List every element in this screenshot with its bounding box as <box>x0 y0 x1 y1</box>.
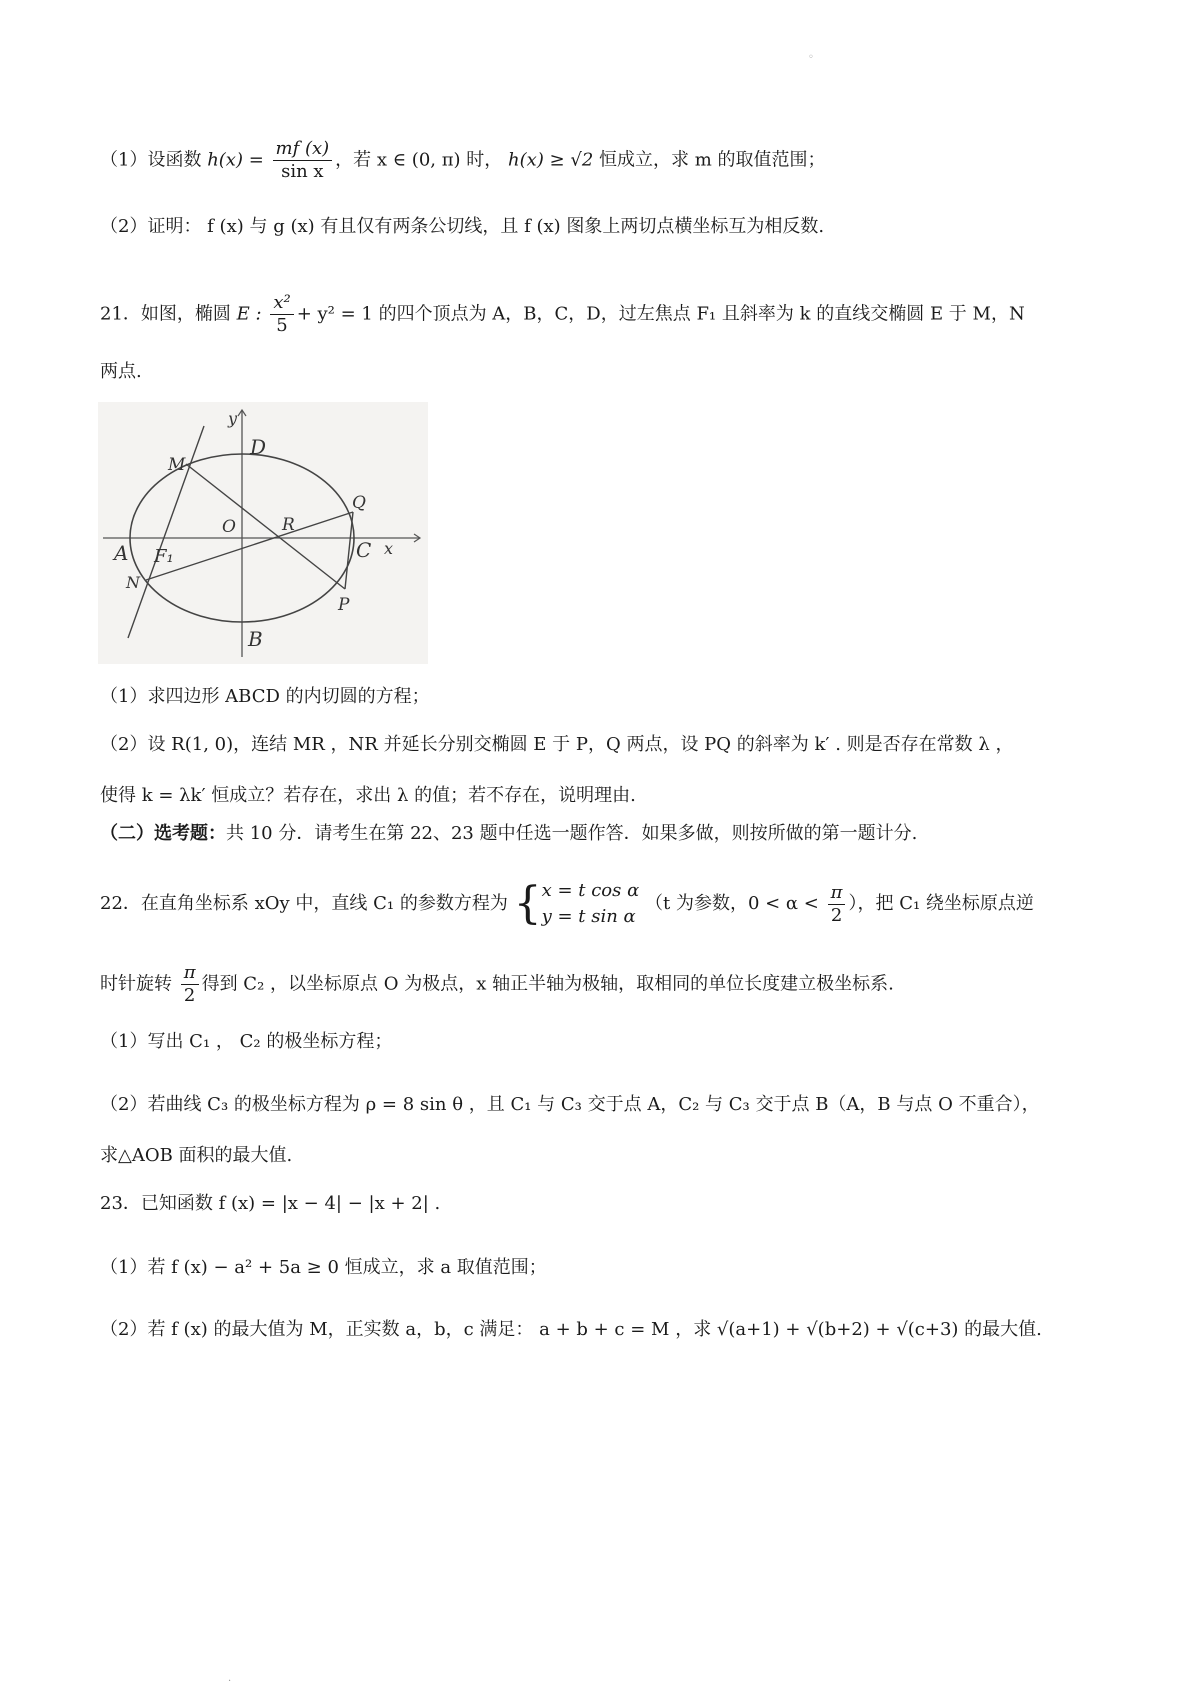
ellipse-diagram <box>98 402 428 664</box>
q20-fraction: $\frac{mf (x)}{\text{sin x}}$ <box>273 138 333 183</box>
q22-stem: 22．在直角坐标系 xOy 中，直线 C₁ 的参数方程为 { x = t cos α y = t sin α （t 为参数，0 < α < $\frac{\pi}{2}$ ），把 C₁ 绕坐标原点逆 <box>100 878 1034 929</box>
q22-stem-cont: 时针旋转 $\frac{\pi}{2}$ 得到 C₂ ，以坐标原点 O 为极点，x 轴正半轴为极轴，取相同的单位长度建立极坐标系. <box>100 962 894 1006</box>
scan-speck-bottom: · <box>228 1676 232 1687</box>
label-f1: F₁ <box>154 546 174 567</box>
q22-part2: （2）若曲线 C₃ 的极坐标方程为 ρ = 8 sin θ ，且 C₁ 与 C₃ 交于点 A，C₂ 与 C₃ 交于点 B（A，B 与点 O 不重合）， <box>100 1094 1040 1115</box>
label-q: Q <box>352 493 366 513</box>
q21-part2-cont: 使得 k = λk′ 恒成立？若存在，求出 λ 的值；若不存在，说明理由. <box>100 785 636 806</box>
q22-fraction: $\frac{\pi}{2}$ <box>828 882 846 927</box>
label-d: D <box>250 435 267 459</box>
scan-speck: ◦ <box>808 52 814 63</box>
label-m: M <box>168 455 186 475</box>
q22-param-system: { x = t cos α y = t sin α <box>513 878 640 929</box>
elective-instructions: （二）选考题：共 10 分．请考生在第 22、23 题中任选一题作答．如果多做，则按所做的第一题计分. <box>100 823 918 844</box>
label-n: N <box>126 573 140 592</box>
q21-stem-cont: 两点. <box>100 361 142 382</box>
q23-stem: 23．已知函数 f (x) = |x − 4| − |x + 2| . <box>100 1193 441 1214</box>
q21-part2: （2）设 R(1, 0)，连结 MR ，NR 并延长分别交椭圆 E 于 P，Q 两点，设 PQ 的斜率为 k′ . 则是否存在常数 λ ， <box>100 734 1014 755</box>
line-mp <box>186 464 345 589</box>
elective-heading: （二）选考题： <box>100 823 226 844</box>
line-nq <box>146 512 353 580</box>
q21-fraction: $\frac{\text{x²}}{5}$ <box>270 292 293 337</box>
label-p: P <box>338 595 350 615</box>
label-a: A <box>114 541 129 565</box>
q20-part2: （2）证明： f (x) 与 g (x) 有且仅有两条公切线，且 f (x) 图象上两切点横坐标互为相反数. <box>100 216 825 237</box>
label-c: C <box>356 538 372 562</box>
label-x: x <box>384 539 394 558</box>
label-o: O <box>222 517 236 537</box>
q22-rotation-fraction: $\frac{\pi}{2}$ <box>181 962 199 1007</box>
label-y: y <box>228 409 238 428</box>
label-r: R <box>282 515 295 535</box>
q22-part1: （1）写出 C₁ ， C₂ 的极坐标方程； <box>100 1031 393 1052</box>
q23-part2: （2）若 f (x) 的最大值为 M，正实数 a，b，c 满足： a + b + c = M ，求 √(a+1) + √(b+2) + √(c+3) 的最大值. <box>100 1319 1042 1340</box>
q21-stem: 21．如图，椭圆 E : $\frac{\text{x²}}{5}$ + y² = 1 的四个顶点为 A，B，C，D，过左焦点 F₁ 且斜率为 k 的直线交椭圆 E 于 M，N <box>100 292 1025 336</box>
label-b: B <box>248 627 263 651</box>
q22-part2-cont: 求△AOB 面积的最大值. <box>100 1145 293 1166</box>
line-mn <box>128 426 204 638</box>
q21-part1: （1）求四边形 ABCD 的内切圆的方程； <box>100 686 430 707</box>
q23-part1: （1）若 f (x) − a² + 5a ≥ 0 恒成立，求 a 取值范围； <box>100 1257 547 1278</box>
line-pq <box>345 512 353 589</box>
ellipse-figure <box>98 402 428 664</box>
q20-part1: （1）设函数 h(x) = $\frac{mf (x)}{\text{sin x}}$ ，若 x ∈ (0, π) 时， h(x) ≥ √2 恒成立，求 m 的取值范围； <box>100 138 826 182</box>
